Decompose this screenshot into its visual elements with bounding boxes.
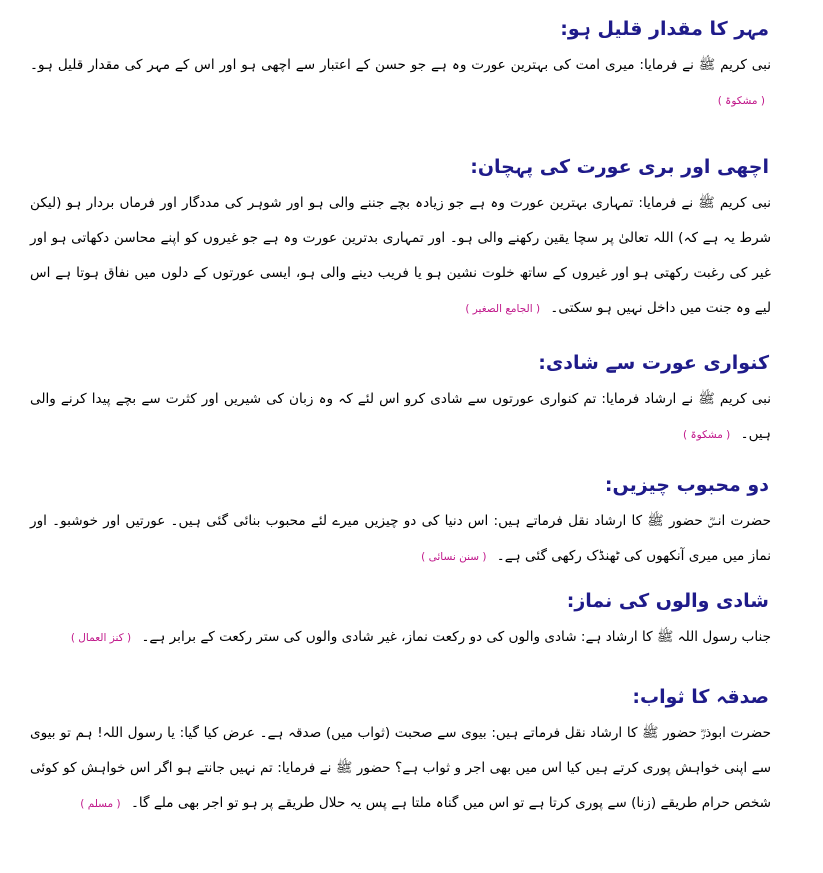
section-heading: کنواری عورت سے شادی: [538, 352, 769, 374]
section-heading: اچھی اور بری عورت کی پہچان: [470, 156, 769, 178]
section-heading: مہر کا مقدار قلیل ہو: [560, 18, 769, 40]
reference-label: ( الجامع الصغیر ) [465, 303, 541, 315]
section-heading: صدقہ کا ثواب: [632, 686, 769, 708]
section-virgin-marriage [30, 348, 771, 470]
section-married-prayer [30, 586, 771, 682]
section-two-beloved-things [30, 470, 771, 586]
section-text [30, 620, 771, 656]
reference-label: ( مشکوۃ ) [683, 429, 731, 441]
section-text [30, 48, 771, 119]
hadith-text: نبی کریم ﷺ نے فرمایا: تمہاری بہترین عورت وہ ہے جو زیادہ بچے جننے والی ہو اور شوہر کی مددگار اور فرماں بردار ہو (لیکن شرط یہ ہے کہ) اللہ تعالیٰ پر سچا یقین رکھنے والی ہو۔ اور تمہاری بدترین عورت وہ ہے جو غیروں کو اپنے محاسن دکھاتی ہو اور غیر کی رغبت رکھتی ہو اور غیروں کے ساتھ خلوت نشین ہو یا فریب دینے والی ہو، ایسی عورتوں کے دلوں میں نفاق ہوتا ہے اس لیے وہ جنت میں داخل نہیں ہو سکتی۔ [30, 195, 771, 316]
section-heading: دو محبوب چیزیں: [604, 474, 769, 496]
section-text [30, 716, 771, 822]
hadith-text: جناب رسول اللہ ﷺ کا ارشاد ہے: شادی والوں کی دو رکعت نماز، غیر شادی والوں کی ستر رکعت کے برابر ہے۔ [141, 629, 771, 645]
section-heading: شادی والوں کی نماز: [566, 590, 769, 612]
hadith-text: حضرت ابوذرؓ حضور ﷺ کا ارشاد نقل فرماتے ہیں: بیوی سے صحبت (ثواب میں) صدقہ ہے۔ عرض کیا گیا: یا رسول اللہ! ہم تو بیوی سے اپنی خواہش پوری کرتے ہیں کیا اس میں بھی اجر و ثواب ہے؟ حضور ﷺ نے فرمایا: تم نہیں جانتے ہو اگر اس خواہش کو کوئی شخص حرام طریقے (زنا) سے پوری کرتا ہے تو اس میں گناہ ملتا ہے پس یہ حلال طریقے پر ہو تو اجر بھی ملے گا۔ [30, 725, 771, 811]
reference-label: ( کنز العمال ) [70, 632, 132, 644]
reference-label: ( مسلم ) [80, 798, 121, 810]
reference-label: ( سنن نسائی ) [421, 551, 487, 563]
section-good-bad-woman [30, 152, 771, 348]
hadith-text: حضرت انسؓ حضور ﷺ کا ارشاد نقل فرماتے ہیں: اس دنیا کی دو چیزیں میرے لئے محبوب بنائی گئی ہیں۔ عورتیں اور خوشبو۔ اور نماز میں میری آنکھوں کی ٹھنڈک رکھی گئی ہے۔ [30, 513, 771, 564]
section-mehr [30, 14, 771, 152]
section-text [30, 186, 771, 327]
reference-label: ( مشکوۃ ) [717, 95, 765, 107]
section-charity-reward [30, 682, 771, 832]
section-text [30, 382, 771, 453]
hadith-text: نبی کریم ﷺ نے فرمایا: میری امت کی بہترین عورت وہ ہے جو حسن کے اعتبار سے اچھی ہو اور اس کے مہر کی مقدار قلیل ہو۔ [30, 57, 771, 73]
section-text [30, 504, 771, 575]
hadith-text: نبی کریم ﷺ نے ارشاد فرمایا: تم کنواری عورتوں سے شادی کرو اس لئے کہ وہ زبان کی شیریں اور کثرت سے بچے پیدا کرنے والی ہیں۔ [30, 391, 771, 442]
